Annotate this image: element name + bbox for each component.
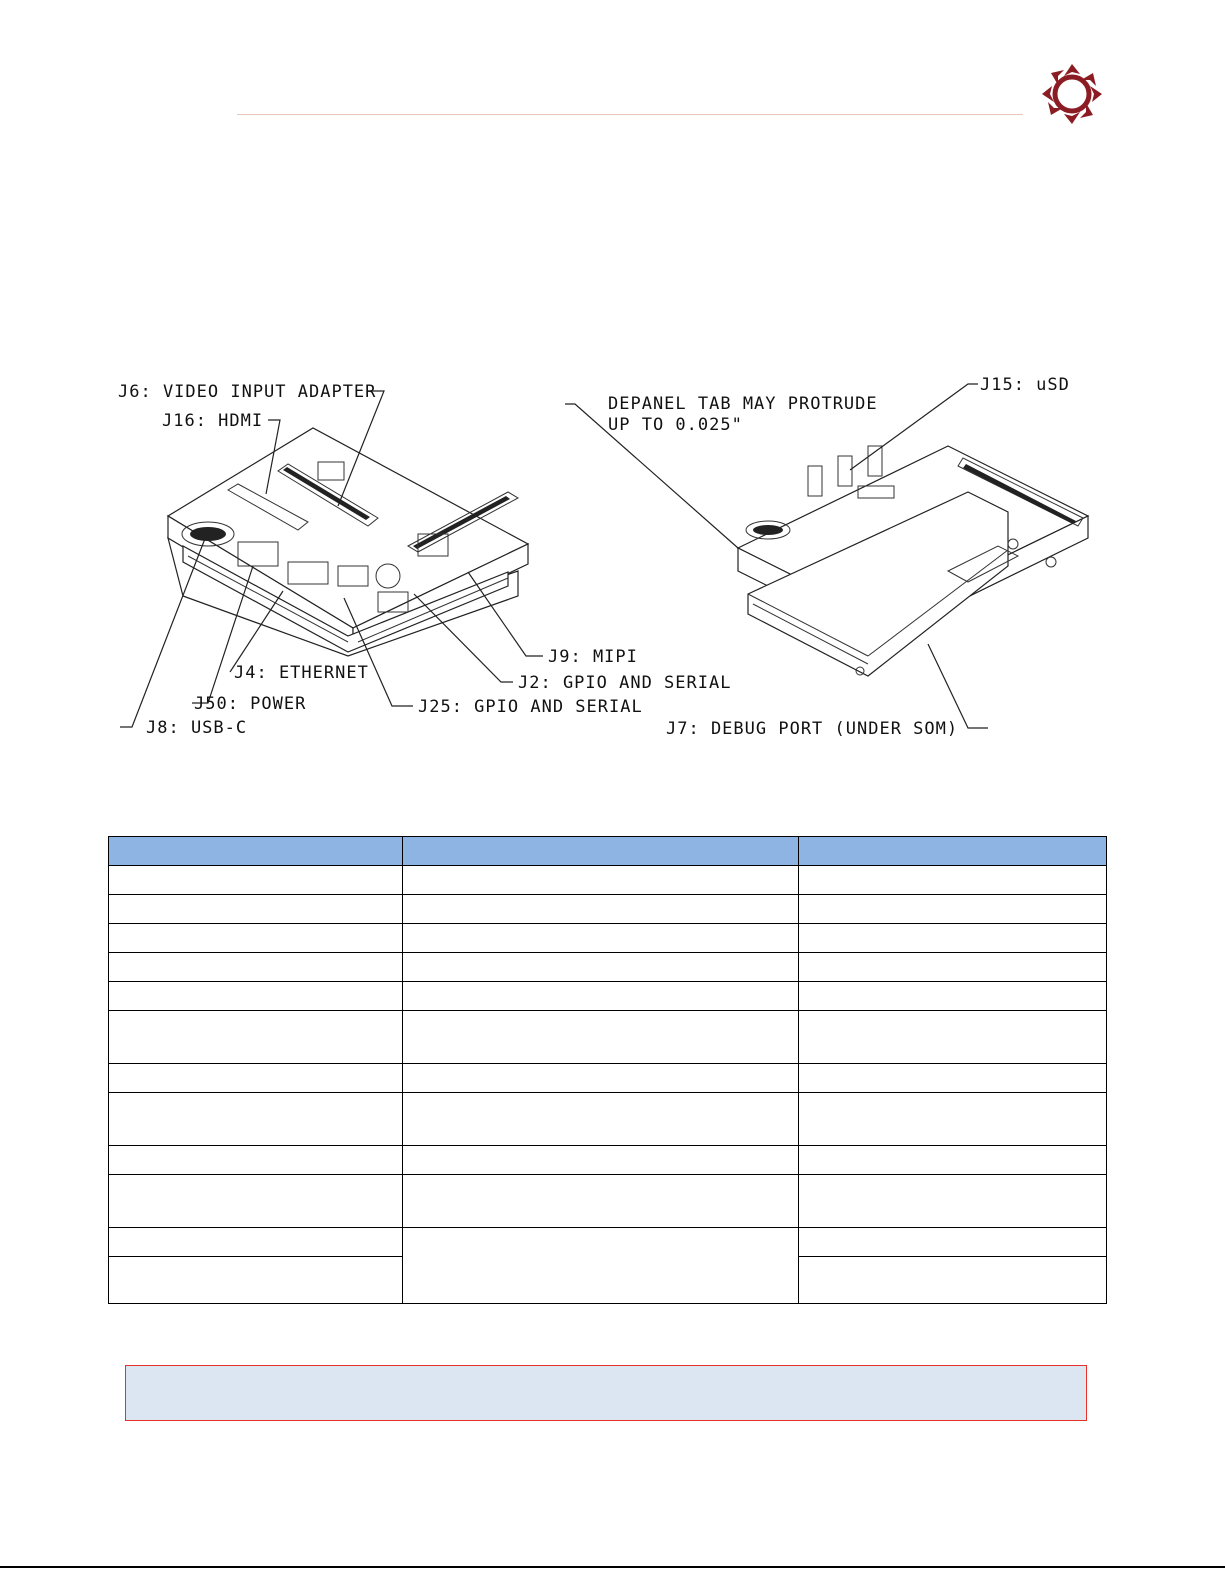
board-drawing [108,366,1108,756]
footer-rule [0,1566,1225,1568]
company-logo-icon [1036,58,1108,130]
label-j8: J8: USB-C [146,718,248,738]
table-row [109,866,1107,895]
right-board-drawing [738,446,1088,676]
table-header-cell [799,837,1107,866]
table-row [109,1093,1107,1146]
label-j15: J15: uSD [980,375,1070,395]
label-j7: J7: DEBUG PORT (UNDER SOM) [666,719,959,739]
table-row [109,895,1107,924]
label-j16: J16: HDMI [162,411,264,431]
header-rule [237,114,1023,115]
label-j50: J50: POWER [194,694,307,714]
note-box [125,1365,1087,1421]
label-j4: J4: ETHERNET [234,663,369,683]
label-depanel-line1: DEPANEL TAB MAY PROTRUDE [608,394,878,414]
table-header-cell [403,837,799,866]
left-board-drawing [168,428,528,656]
connector-table [108,836,1107,1304]
table-row [109,982,1107,1011]
label-j9: J9: MIPI [548,647,638,667]
label-depanel-line2: UP TO 0.025" [608,415,743,435]
table-row [109,1228,1107,1257]
table-row [109,953,1107,982]
table-header-cell [109,837,403,866]
table-row [109,1146,1107,1175]
label-j2: J2: GPIO AND SERIAL [518,673,732,693]
table-row [109,1064,1107,1093]
table-row [109,1011,1107,1064]
table-row [109,1175,1107,1228]
label-j25: J25: GPIO AND SERIAL [418,697,643,717]
table-header-row [109,837,1107,866]
label-j6: J6: VIDEO INPUT ADAPTER [118,382,377,402]
table-row [109,924,1107,953]
